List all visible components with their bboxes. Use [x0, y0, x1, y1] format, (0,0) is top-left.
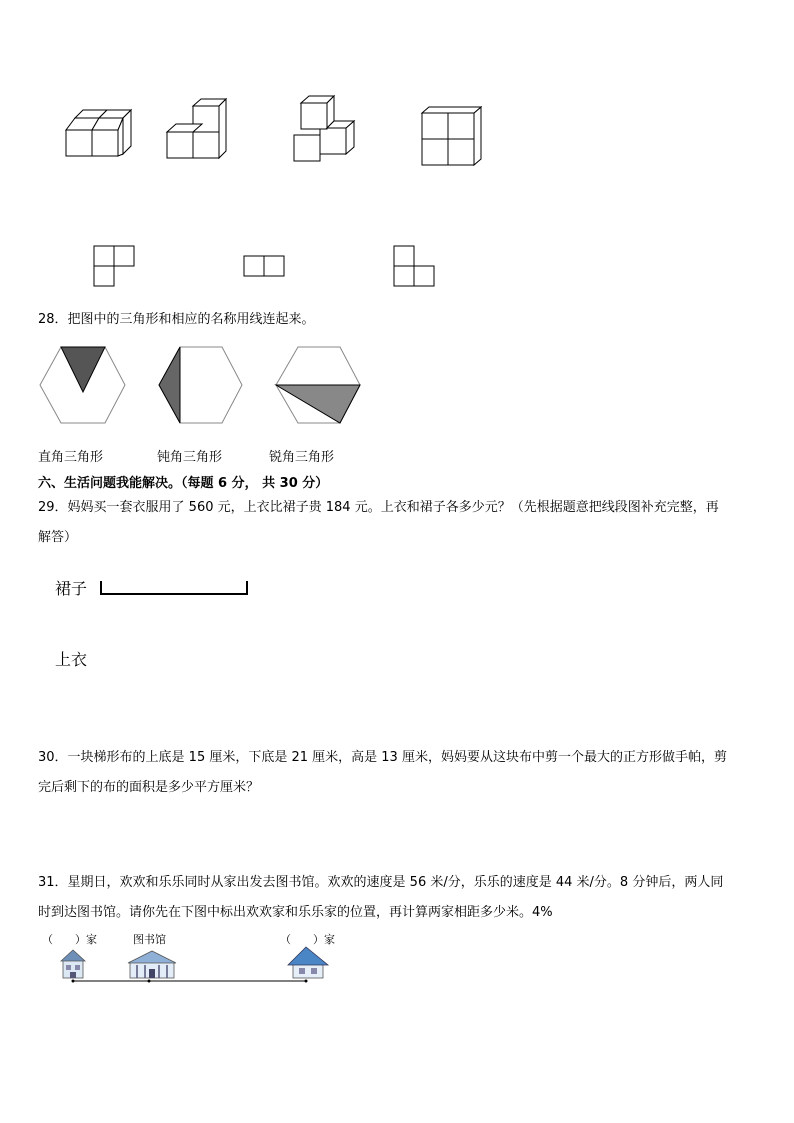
label-top: 上衣 — [55, 650, 88, 669]
skirt-segment — [0, 575, 300, 605]
cube-solids-row — [0, 0, 794, 300]
name-acute-triangle: 锐角三角形 — [269, 450, 335, 465]
q30-line-1: 30．一块梯形布的上底是 15 厘米，下底是 21 厘米，高是 13 厘米，妈妈要从这块布中剪一个最大的正方形做手帕，剪 — [38, 750, 727, 765]
solid-4 — [422, 107, 481, 165]
hexagon-2 — [159, 347, 242, 423]
hexagons — [0, 340, 794, 430]
q29-line-1: 29．妈妈买一套衣服用了 560 元，上衣比裙子贵 184 元。上衣和裙子各多少元？（先根据题意把线段图补充完整，再 — [38, 500, 719, 515]
library-icon — [128, 951, 176, 978]
q31-diagram — [0, 945, 400, 995]
label-skirt: 裙子 — [55, 579, 88, 598]
q31-line-1: 31．星期日，欢欢和乐乐同时从家出发去图书馆。欢欢的速度是 56 米/分，乐乐的速度是 44 米/分。8 分钟后，两人同 — [38, 875, 724, 890]
q29-line-2: 解答） — [38, 530, 78, 545]
label-home-right: （ ）家 — [280, 933, 335, 946]
view-3 — [394, 246, 434, 286]
solid-3 — [294, 96, 354, 161]
solid-1 — [66, 110, 131, 156]
q30-line-2: 完后剩下的布的面积是多少平方厘米？ — [38, 780, 260, 795]
q31-line-2: 时到达图书馆。请你先在下图中标出欢欢家和乐乐家的位置，再计算两家相距多少米。4% — [38, 905, 553, 920]
section-6-title: 六、生活问题我能解决。（每题 6 分， 共 30 分） — [38, 476, 329, 491]
house-left-icon — [61, 950, 85, 978]
name-right-triangle: 直角三角形 — [38, 450, 104, 465]
view-2 — [244, 256, 284, 276]
label-home-left: （ ）家 — [42, 933, 97, 946]
hexagon-1 — [40, 347, 125, 423]
label-library: 图书馆 — [133, 933, 166, 946]
view-1 — [94, 246, 134, 286]
q28-text: 28．把图中的三角形和相应的名称用线连起来。 — [38, 312, 315, 327]
house-right-icon — [288, 947, 328, 978]
solid-2 — [167, 99, 226, 158]
hexagon-3 — [276, 347, 360, 423]
name-obtuse-triangle: 钝角三角形 — [157, 450, 223, 465]
